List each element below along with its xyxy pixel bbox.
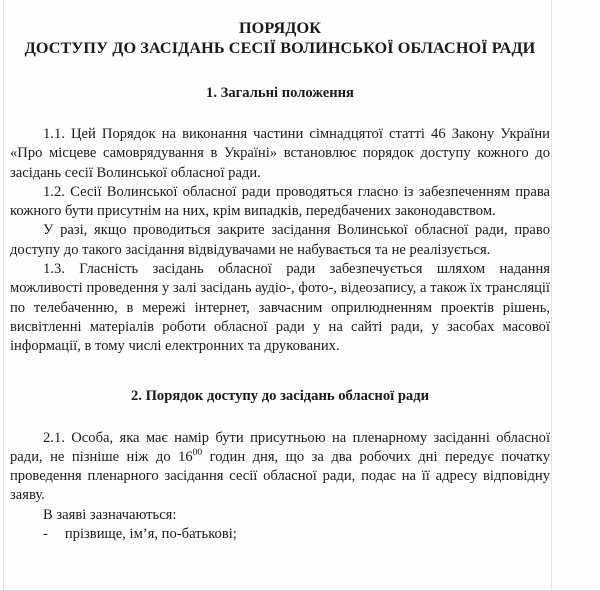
paragraph-1-2-note: У разі, якщо проводиться закрите засідання Волинської обласної ради, право доступу до такого засідання відвідувачами не набувається та не реалізується. — [10, 222, 550, 258]
paragraph-1-1: 1.1. Цей Порядок на виконання частини сімнадцятої статті 46 Закону України «Про місцеве самоврядування в Україні» встановлює порядок доступу кожного до засідань сесії Волинської обласної ради. — [10, 126, 550, 181]
list-item-dash-marker: - — [43, 526, 48, 543]
list-item-label: прізвище, ім’я, по-батькові; — [64, 526, 237, 543]
section-heading-1: 1. Загальні положення — [206, 85, 354, 101]
section-heading-2: 2. Порядок доступу до засідань обласної ради — [130, 387, 430, 404]
document-title-line-1: ПОРЯДОК — [238, 19, 322, 37]
document-title — [10, 0, 550, 58]
paragraph-2-1-text-after-time: годин дня, що за два робочих дні передує початку проведення пленарного засідання сесії обласної ради, подає на її адресу відповідну заяву. — [10, 448, 550, 504]
paragraph-2-1 — [10, 407, 550, 506]
paragraph-1-2: 1.2. Сесії Волинської обласної ради проводяться гласно із забезпеченням права кожного бути присутнім на них, крім випадків, передбачених законодавством. — [10, 183, 550, 220]
paragraph-2-1-text-before-time: 2.1. Особа, яка має намір бути присутньою на пленарному засіданні обласної ради, не пізніше ніж до 16 — [10, 429, 550, 465]
time-superscript-minutes: 00 — [192, 448, 203, 458]
paragraph-1-3: 1.3. Гласність засідань обласної ради забезпечується шляхом надання можливості проведення у залі засідань аудіо-, фото-, відеозапису, а також їх трансляції по телебаченню, в мережі інтернет, завчасним оприлюдненням проектів рішень, висвітленні матеріалів роботи обласної ради у на сайті ради, у засобах масової інформації, в тому числі електронних та друкованих. — [10, 261, 550, 355]
document-title-line-2: ДОСТУПУ ДО ЗАСІДАНЬ СЕСІЇ ВОЛИНСЬКОЇ ОБЛАСНОЇ РАДИ — [24, 39, 536, 57]
list-intro-text: В заяві зазначаються: — [43, 506, 177, 523]
list-item — [10, 525, 550, 544]
